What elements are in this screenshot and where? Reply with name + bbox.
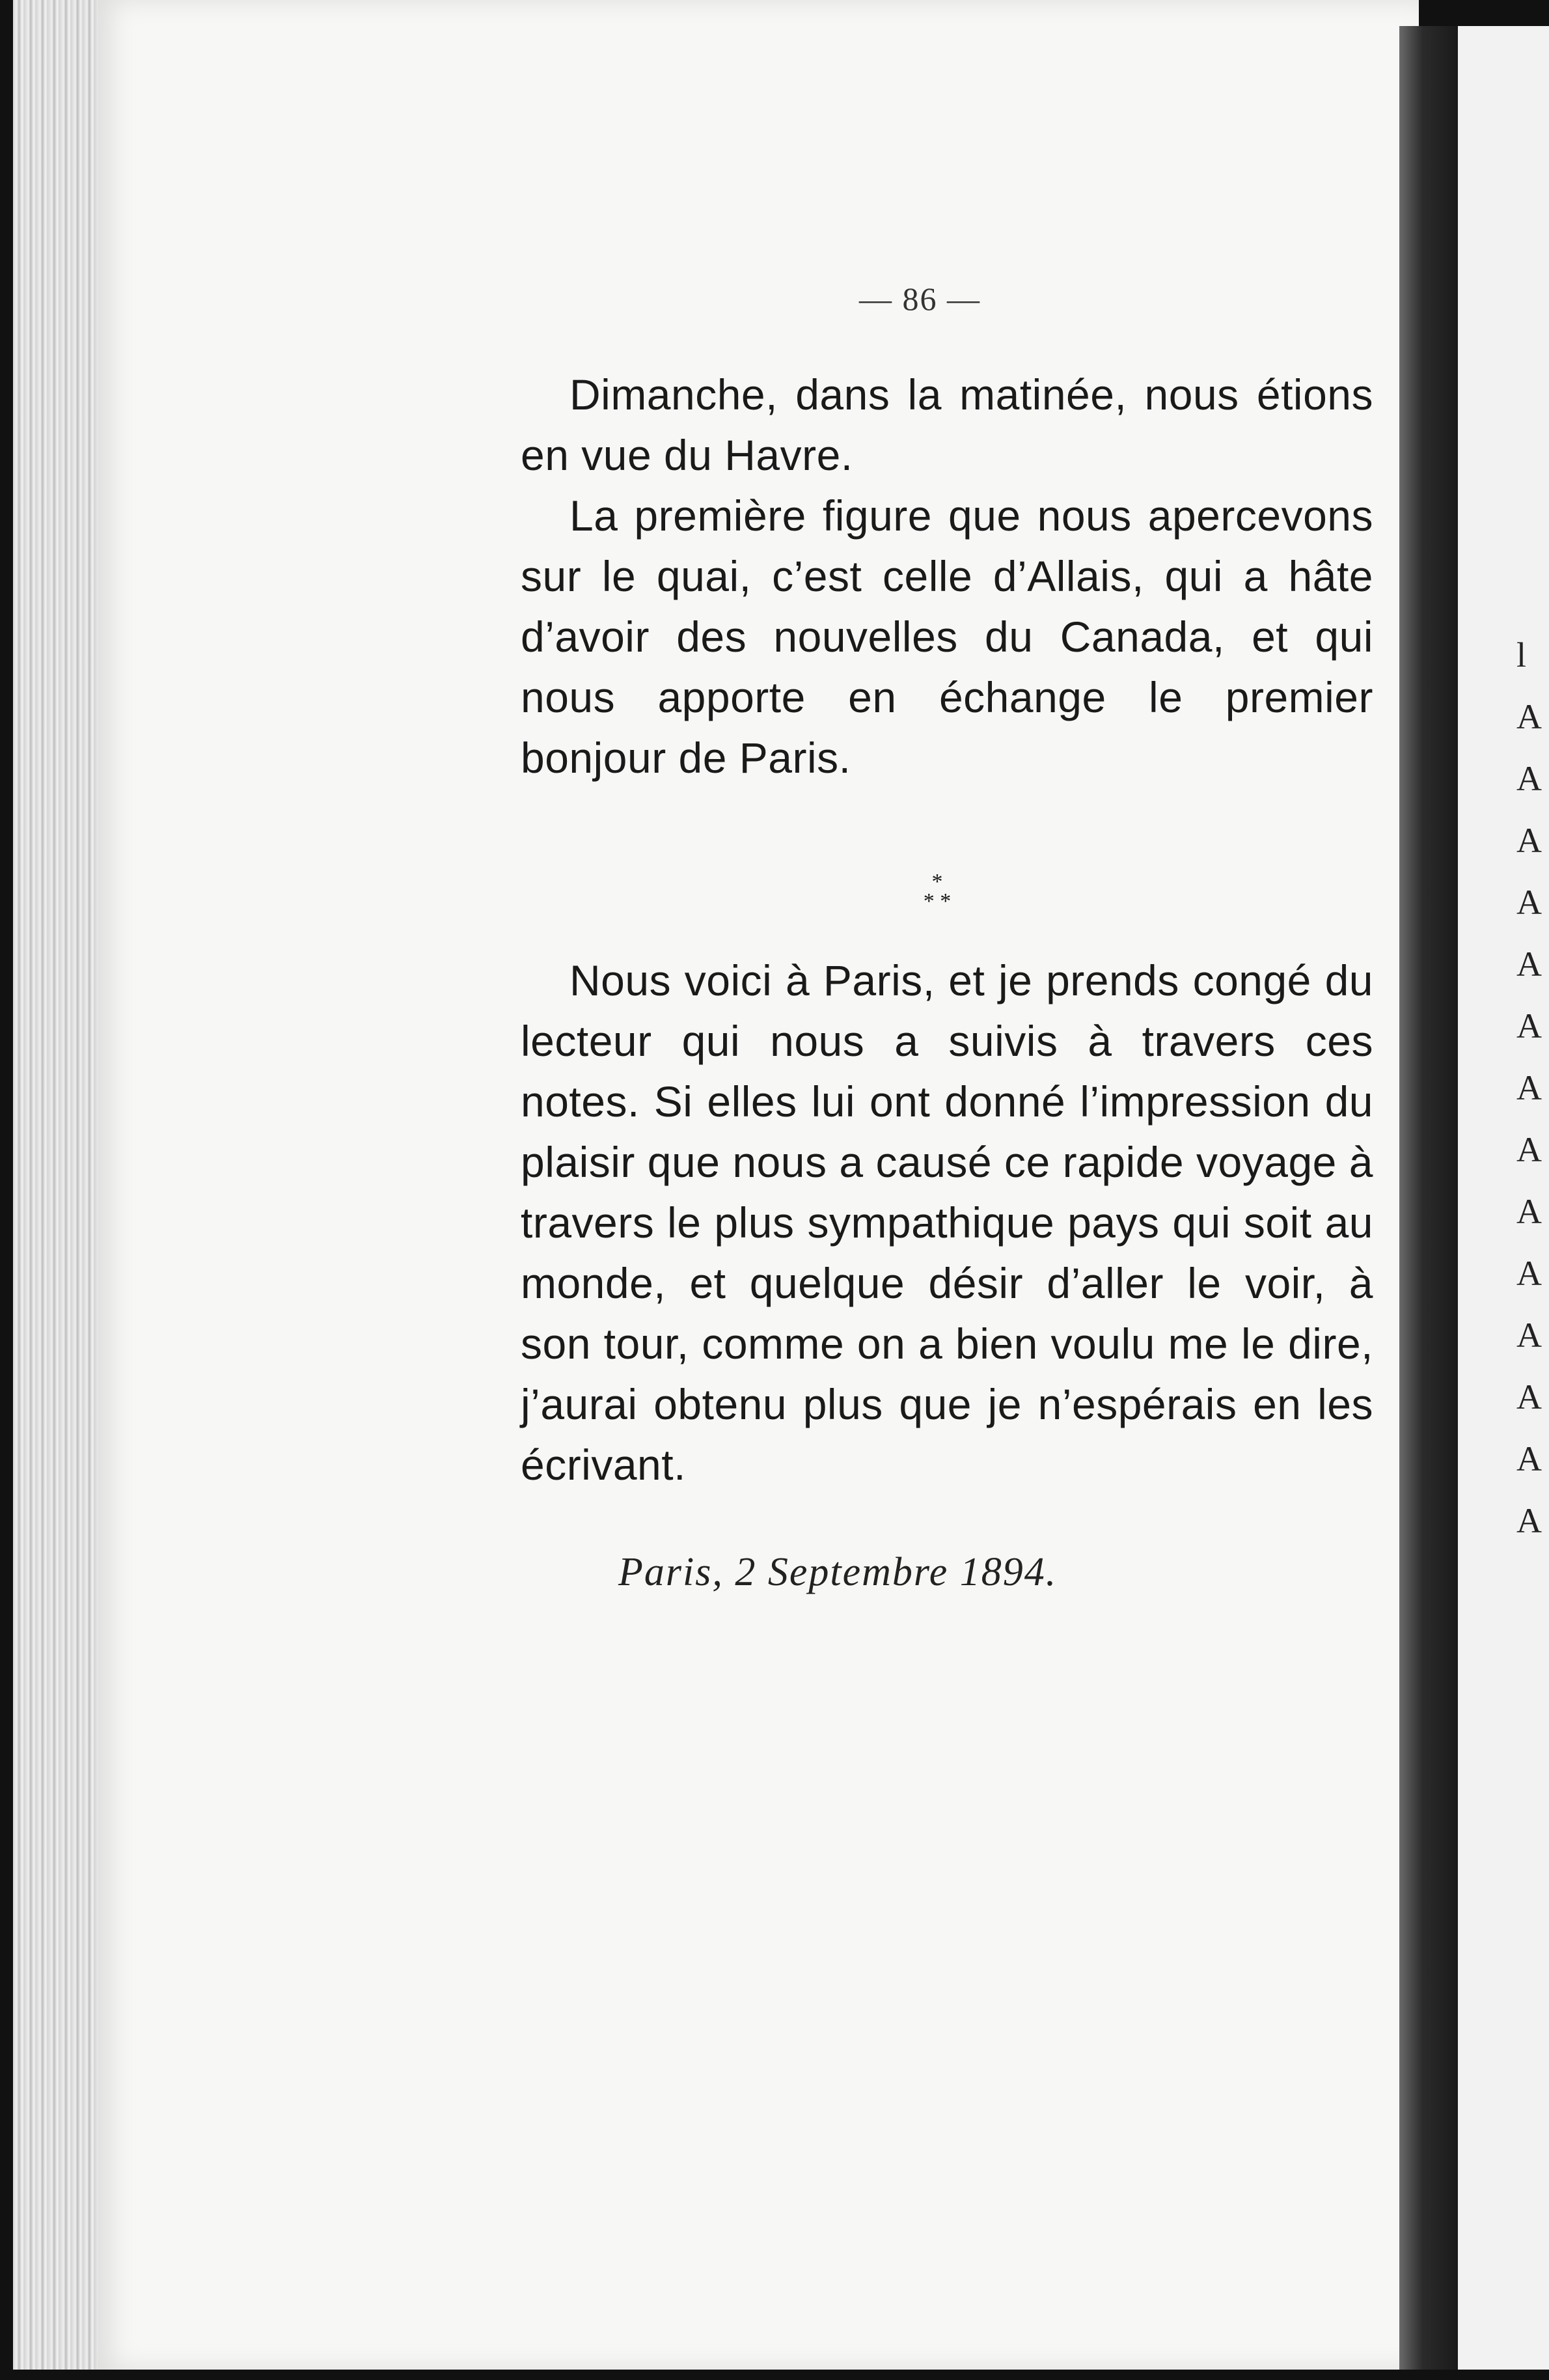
next-page-letter: A (1516, 1192, 1542, 1231)
next-page-letter: A (1516, 1254, 1542, 1293)
signature-dateline: Paris, 2 Septembre 1894. (618, 1550, 1058, 1594)
paragraph: La première figure que nous apercevons sur le quai, c’est celle d’Allais, qui a hâte d’avoir des nouvelles du Canada, et qui nous apporte en échange le premier bonjour de Paris. (521, 491, 1373, 782)
next-page-letter: A (1516, 821, 1542, 860)
asterism-text: * * * (923, 870, 952, 913)
next-page-letter: A (1516, 1377, 1542, 1417)
next-page-letter: A (1516, 1006, 1542, 1045)
paragraph: Dimanche, dans la matinée, nous étions en vue du Havre. (521, 370, 1373, 479)
next-page-letter: A (1516, 1068, 1542, 1107)
next-page-letter: A (1516, 697, 1542, 736)
next-page-letter: A (1516, 1439, 1542, 1478)
next-page-letter: A (1516, 1316, 1542, 1355)
next-page-letter: A (1516, 1130, 1542, 1169)
next-page-letter: l (1516, 635, 1527, 674)
next-page-letter: A (1516, 759, 1542, 798)
next-page-letter: A (1516, 945, 1542, 984)
paragraph: Nous voici à Paris, et je prends congé du lecteur qui nous a suivis à travers ces notes. Si elles lui ont donné l’impression du plaisir que nous a causé ce rapide voyage à travers le plus sympathique pays qui soit au monde, et quelque désir d’aller le voir, à son tour, comme on a bien voulu me le dire, j’aurai obtenu plus que je n’espérais en les écrivant. (521, 956, 1373, 1489)
section-break-asterism (905, 872, 970, 911)
page-number: — 86 — (859, 281, 981, 317)
next-page-letter: A (1516, 883, 1542, 922)
page-gutter-shadow (1399, 26, 1458, 2370)
next-page-letter: A (1516, 1501, 1542, 1540)
